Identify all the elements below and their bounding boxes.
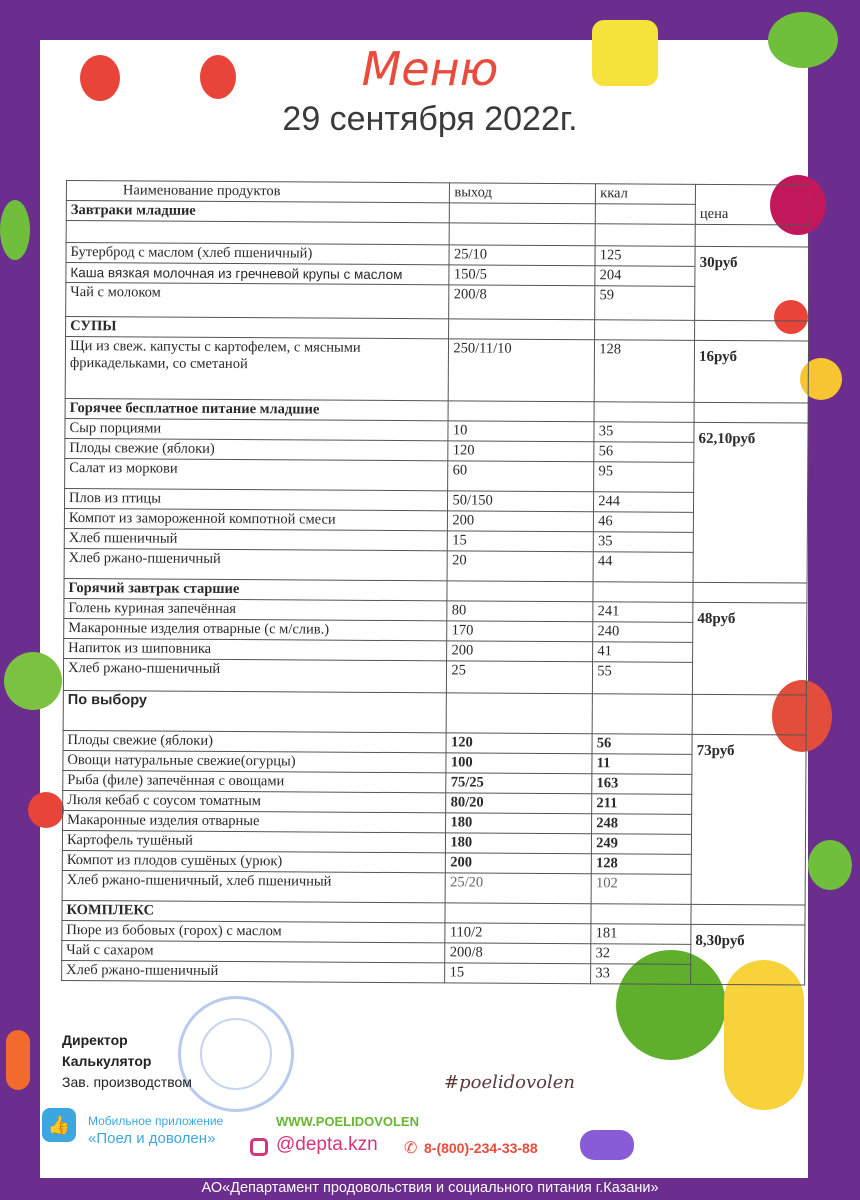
candy-icon [580, 1130, 634, 1160]
item-name: Плоды свежие (яблоки) [65, 438, 449, 460]
item-output: 200 [447, 641, 593, 662]
calculator-label: Калькулятор [62, 1053, 152, 1069]
item-name: Макаронные изделия отварные [63, 810, 447, 832]
section-title: По выбору [63, 690, 447, 732]
item-kcal: 32 [591, 944, 691, 965]
item-name: Плов из птицы [64, 488, 448, 510]
app-name: «Поел и доволен» [88, 1130, 216, 1147]
item-output: 120 [448, 441, 594, 462]
item-kcal: 125 [595, 246, 695, 267]
item-output: 200/8 [445, 943, 591, 964]
section-title: СУПЫ [66, 317, 450, 339]
section-price: 16руб [694, 340, 808, 403]
item-name: Хлеб пшеничный [64, 528, 448, 550]
item-kcal: 33 [591, 964, 691, 985]
organization-footer: АО«Департамент продовольствия и социального питания г.Казани» [201, 1180, 659, 1196]
app-label: Мобильное приложение [88, 1114, 224, 1128]
purple-frame-left [0, 0, 40, 1200]
item-name: Картофель тушёный [62, 830, 446, 852]
item-output: 25/10 [449, 245, 595, 266]
app-logo-icon: 👍 [42, 1108, 76, 1142]
column-header-name: Наименование продуктов [66, 181, 450, 203]
item-kcal: 56 [592, 734, 692, 755]
section-price: 62,10руб [693, 422, 808, 583]
item-output: 170 [447, 621, 593, 642]
item-name: Бутерброд с маслом (хлеб пшеничный) [66, 243, 450, 265]
apple-character-icon [4, 652, 62, 710]
column-header-output: выход [450, 183, 596, 204]
section-price: 48руб [692, 602, 806, 695]
item-name: Хлеб ржано-пшеничный, хлеб пшеничный [62, 870, 446, 902]
menu-table [61, 180, 810, 986]
item-name: Хлеб ржано-пшеничный [64, 548, 448, 580]
item-name: Компот из плодов сушёных (урюк) [62, 850, 446, 872]
item-name: Люля кебаб с соусом томатным [63, 790, 447, 812]
item-name: Голень куриная запечённая [64, 598, 448, 620]
section-title: Завтраки младшие [66, 201, 450, 223]
section-title: Горячий завтрак старшие [64, 578, 448, 600]
leaf-icon [0, 200, 30, 260]
item-name: Рыба (филе) запечённая с овощами [63, 770, 447, 792]
section-price: 73руб [691, 734, 806, 905]
item-kcal: 211 [592, 794, 692, 815]
section-row [63, 690, 806, 735]
item-output: 110/2 [445, 923, 591, 944]
item-kcal: 102 [591, 874, 691, 905]
item-kcal: 44 [593, 552, 693, 583]
item-output: 50/150 [448, 491, 594, 512]
brand-hashtag: #poelidovolen [444, 1072, 575, 1093]
item-kcal: 249 [592, 834, 692, 855]
purple-frame-right [808, 0, 860, 1200]
item-name: Щи из свеж. капусты с картофелем, с мясными фрикадельками, со сметаной [65, 337, 449, 401]
item-output: 20 [447, 551, 593, 582]
item-kcal: 240 [593, 622, 693, 643]
item-name: Хлеб ржано-пшеничный [63, 658, 447, 692]
item-output: 60 [448, 461, 594, 492]
item-name: Каша вязкая молочная из гречневой крупы с маслом [66, 263, 450, 285]
item-name: Чай с сахаром [62, 940, 446, 962]
production-head-label: Зав. производством [62, 1074, 192, 1090]
item-name: Чай с молоком [66, 283, 450, 319]
official-stamp-inner [200, 1018, 272, 1090]
item-kcal: 59 [595, 286, 695, 321]
item-output: 120 [446, 733, 592, 754]
item-output: 200/8 [449, 285, 595, 320]
item-kcal: 46 [594, 512, 694, 533]
section-title: Горячее бесплатное питание младшие [65, 398, 449, 420]
lettuce-icon [808, 840, 852, 890]
item-output: 10 [448, 421, 594, 442]
director-label: Директор [62, 1032, 128, 1048]
item-output: 200 [448, 511, 594, 532]
item-kcal: 244 [594, 492, 694, 513]
item-output: 15 [445, 963, 591, 984]
item-output: 80 [447, 601, 593, 622]
item-name: Плоды свежие (яблоки) [63, 730, 447, 752]
item-output: 180 [446, 833, 592, 854]
item-output: 150/5 [449, 265, 595, 286]
item-output: 15 [448, 531, 594, 552]
item-kcal: 41 [593, 642, 693, 663]
item-name: Салат из моркови [65, 458, 449, 490]
item-kcal: 11 [592, 754, 692, 775]
item-name: Компот из замороженной компотной смеси [64, 508, 448, 530]
item-output: 180 [446, 813, 592, 834]
column-header-kcal: ккал [596, 184, 696, 205]
page-title: Меню [361, 42, 499, 96]
item-output: 200 [446, 853, 592, 874]
website-link[interactable]: WWW.POELIDOVOLEN [276, 1114, 419, 1129]
section-price: 30руб [695, 246, 809, 321]
section-price: 8,30руб [691, 924, 805, 985]
instagram-icon [250, 1138, 268, 1156]
column-header-price-label: цена [699, 205, 729, 223]
phone-number[interactable]: 8-(800)-234-33-88 [424, 1140, 538, 1156]
item-kcal: 56 [594, 442, 694, 463]
item-output: 25 [447, 661, 593, 694]
item-kcal: 241 [593, 602, 693, 623]
table-row [65, 337, 808, 404]
item-kcal: 35 [594, 422, 694, 443]
item-kcal: 35 [593, 532, 693, 553]
tomato-small-icon [28, 792, 64, 828]
signature-block [62, 1030, 192, 1093]
item-output: 25/20 [446, 873, 592, 904]
item-output: 100 [446, 753, 592, 774]
item-kcal: 55 [593, 662, 693, 695]
item-kcal: 95 [594, 462, 694, 493]
item-kcal: 128 [592, 854, 692, 875]
carrot-character-icon [6, 1030, 30, 1090]
menu-date: 29 сентября 2022г. [282, 100, 578, 138]
item-name: Хлеб ржано-пшеничный [62, 960, 446, 982]
item-name: Макаронные изделия отварные (с м/слив.) [64, 618, 448, 640]
item-output: 75/25 [446, 773, 592, 794]
item-kcal: 163 [592, 774, 692, 795]
item-output: 250/11/10 [449, 339, 595, 402]
phone-icon: ✆ [404, 1138, 418, 1157]
section-title: КОМПЛЕКС [62, 900, 446, 922]
item-name: Напиток из шиповника [64, 638, 448, 660]
item-name: Овощи натуральные свежие(огурцы) [63, 750, 447, 772]
item-name: Пюре из бобовых (горох) с маслом [62, 920, 446, 942]
item-kcal: 248 [592, 814, 692, 835]
column-header-price [695, 184, 809, 225]
instagram-handle[interactable]: @depta.kzn [276, 1134, 378, 1155]
item-output: 80/20 [446, 793, 592, 814]
item-name: Сыр порциями [65, 418, 449, 440]
item-kcal: 181 [591, 924, 691, 945]
purple-frame-top [0, 0, 860, 40]
item-kcal: 204 [595, 266, 695, 287]
item-kcal: 128 [594, 340, 694, 403]
